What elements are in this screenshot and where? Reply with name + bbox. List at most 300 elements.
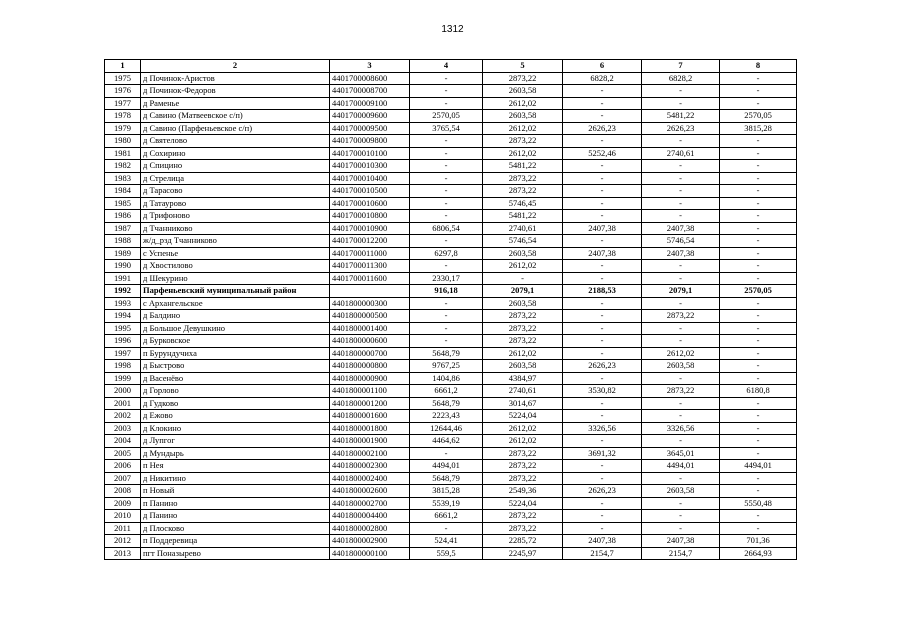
row-number: 1996 <box>105 335 141 348</box>
value-col-4: - <box>410 135 483 148</box>
table-row <box>105 335 797 348</box>
code: 4401700010900 <box>330 222 410 235</box>
table-row <box>105 460 797 473</box>
value-col-4: - <box>410 447 483 460</box>
value-col-8: - <box>720 372 797 385</box>
value-col-5: 2873,22 <box>483 447 563 460</box>
settlement-name: д Починок-Аристов <box>141 72 330 85</box>
code: 4401800000800 <box>330 360 410 373</box>
table-row <box>105 397 797 410</box>
settlement-name: д Сохирино <box>141 147 330 160</box>
value-col-4: - <box>410 210 483 223</box>
value-col-8: 3815,28 <box>720 122 797 135</box>
settlement-name: д Васенёво <box>141 372 330 385</box>
code: 4401700009800 <box>330 135 410 148</box>
value-col-6: - <box>563 110 642 123</box>
settlement-name: д Хвостилово <box>141 260 330 273</box>
value-col-8: - <box>720 147 797 160</box>
table-row <box>105 135 797 148</box>
settlement-name: д Плосково <box>141 522 330 535</box>
column-header: 2 <box>141 60 330 73</box>
settlement-name: п Нея <box>141 460 330 473</box>
code: 4401800001200 <box>330 397 410 410</box>
table-row <box>105 72 797 85</box>
value-col-5: 2873,22 <box>483 522 563 535</box>
value-col-4: - <box>410 185 483 198</box>
value-col-7: - <box>642 197 720 210</box>
settlement-name: п Новый <box>141 485 330 498</box>
value-col-5: 2873,22 <box>483 72 563 85</box>
value-col-8: - <box>720 335 797 348</box>
row-number: 1985 <box>105 197 141 210</box>
value-col-4: - <box>410 335 483 348</box>
value-col-4: - <box>410 197 483 210</box>
value-col-8: 2570,05 <box>720 285 797 298</box>
value-col-8: - <box>720 72 797 85</box>
value-col-7: 5481,22 <box>642 110 720 123</box>
code: 4401800004400 <box>330 510 410 523</box>
code: 4401800000100 <box>330 547 410 560</box>
value-col-7: - <box>642 372 720 385</box>
value-col-7: - <box>642 297 720 310</box>
value-col-5: 2549,36 <box>483 485 563 498</box>
settlement-name: д Раменье <box>141 97 330 110</box>
value-col-7: 3326,56 <box>642 422 720 435</box>
settlement-name: д Починок-Федоров <box>141 85 330 98</box>
code: 4401800000900 <box>330 372 410 385</box>
value-col-5: 2612,02 <box>483 147 563 160</box>
table-row <box>105 172 797 185</box>
value-col-4: 3765,54 <box>410 122 483 135</box>
settlement-name: д Балдино <box>141 310 330 323</box>
value-col-5: 2603,58 <box>483 360 563 373</box>
code: 4401800000600 <box>330 335 410 348</box>
value-col-7: - <box>642 135 720 148</box>
row-number: 1978 <box>105 110 141 123</box>
value-col-8: - <box>720 97 797 110</box>
value-col-6: 2626,23 <box>563 485 642 498</box>
value-col-5: 2603,58 <box>483 247 563 260</box>
settlement-name: д Клокино <box>141 422 330 435</box>
code: 4401700008700 <box>330 85 410 98</box>
value-col-5: 2612,02 <box>483 435 563 448</box>
value-col-8: - <box>720 447 797 460</box>
row-number: 2013 <box>105 547 141 560</box>
value-col-7: - <box>642 410 720 423</box>
value-col-6: - <box>563 135 642 148</box>
value-col-4: - <box>410 85 483 98</box>
table-row <box>105 322 797 335</box>
row-number: 1989 <box>105 247 141 260</box>
value-col-6: - <box>563 97 642 110</box>
row-number: 1993 <box>105 297 141 310</box>
table-row <box>105 347 797 360</box>
row-number: 2008 <box>105 485 141 498</box>
value-col-4: 4464,62 <box>410 435 483 448</box>
value-col-4: 2330,17 <box>410 272 483 285</box>
code: 4401800002300 <box>330 460 410 473</box>
value-col-8: - <box>720 160 797 173</box>
value-col-8: - <box>720 510 797 523</box>
table-row <box>105 147 797 160</box>
settlement-name: д Панино <box>141 510 330 523</box>
value-col-8: 4494,01 <box>720 460 797 473</box>
row-number: 1983 <box>105 172 141 185</box>
value-col-8: - <box>720 272 797 285</box>
row-number: 2012 <box>105 535 141 548</box>
value-col-5: 2873,22 <box>483 460 563 473</box>
value-col-7: 2603,58 <box>642 360 720 373</box>
row-number: 1987 <box>105 222 141 235</box>
value-col-7: 3645,01 <box>642 447 720 460</box>
table-row <box>105 410 797 423</box>
value-col-8: - <box>720 85 797 98</box>
value-col-8: 5550,48 <box>720 497 797 510</box>
table-row <box>105 85 797 98</box>
value-col-8: - <box>720 435 797 448</box>
table-row <box>105 497 797 510</box>
code: 4401800002600 <box>330 485 410 498</box>
table-row <box>105 210 797 223</box>
settlement-name: д Быстрово <box>141 360 330 373</box>
value-col-6: 2407,38 <box>563 247 642 260</box>
value-col-6: - <box>563 522 642 535</box>
settlement-name: с Архангельское <box>141 297 330 310</box>
value-col-7: 2407,38 <box>642 222 720 235</box>
code: 4401700010400 <box>330 172 410 185</box>
row-number: 1999 <box>105 372 141 385</box>
value-col-7: 2626,23 <box>642 122 720 135</box>
row-number: 1990 <box>105 260 141 273</box>
value-col-8: - <box>720 322 797 335</box>
value-col-5: 2873,22 <box>483 135 563 148</box>
value-col-5: 2873,22 <box>483 472 563 485</box>
value-col-4: 5648,79 <box>410 472 483 485</box>
value-col-8: - <box>720 360 797 373</box>
value-col-8: - <box>720 247 797 260</box>
value-col-5: 2612,02 <box>483 97 563 110</box>
value-col-6: - <box>563 172 642 185</box>
value-col-5: 2285,72 <box>483 535 563 548</box>
row-number: 1997 <box>105 347 141 360</box>
value-col-5: 2603,58 <box>483 110 563 123</box>
value-col-8: - <box>720 235 797 248</box>
value-col-4: 5648,79 <box>410 347 483 360</box>
row-number: 2007 <box>105 472 141 485</box>
value-col-7: - <box>642 522 720 535</box>
table-header-row <box>105 60 797 73</box>
value-col-8: - <box>720 260 797 273</box>
value-col-8: - <box>720 310 797 323</box>
column-header: 8 <box>720 60 797 73</box>
row-number: 2004 <box>105 435 141 448</box>
settlement-name: д Тчанниково <box>141 222 330 235</box>
value-col-8: 2664,93 <box>720 547 797 560</box>
table-row <box>105 485 797 498</box>
table-row <box>105 272 797 285</box>
row-number: 2009 <box>105 497 141 510</box>
code: 4401800002900 <box>330 535 410 548</box>
code: 4401800001100 <box>330 385 410 398</box>
value-col-7: - <box>642 397 720 410</box>
settlement-name: д Стрелица <box>141 172 330 185</box>
value-col-5: 5481,22 <box>483 160 563 173</box>
value-col-7: - <box>642 210 720 223</box>
settlement-name: п Панино <box>141 497 330 510</box>
value-col-5: 2612,02 <box>483 347 563 360</box>
value-col-6: - <box>563 297 642 310</box>
value-col-5: 3014,67 <box>483 397 563 410</box>
code: 4401800001400 <box>330 322 410 335</box>
value-col-7: - <box>642 185 720 198</box>
value-col-8: - <box>720 472 797 485</box>
value-col-6: - <box>563 460 642 473</box>
value-col-4: - <box>410 260 483 273</box>
value-col-5: 2603,58 <box>483 85 563 98</box>
value-col-6: 2626,23 <box>563 122 642 135</box>
value-col-4: 916,18 <box>410 285 483 298</box>
code: 4401700009100 <box>330 97 410 110</box>
table-row <box>105 247 797 260</box>
value-col-7: 2740,61 <box>642 147 720 160</box>
value-col-5: 2740,61 <box>483 385 563 398</box>
value-col-5: 5224,04 <box>483 410 563 423</box>
value-col-8: 6180,8 <box>720 385 797 398</box>
value-col-5: 2245,97 <box>483 547 563 560</box>
value-col-5: 5224,04 <box>483 497 563 510</box>
table-row <box>105 385 797 398</box>
value-col-4: 559,5 <box>410 547 483 560</box>
value-col-6: - <box>563 322 642 335</box>
value-col-8: 701,36 <box>720 535 797 548</box>
table-body <box>105 60 797 560</box>
table-row <box>105 297 797 310</box>
value-col-4: 3815,28 <box>410 485 483 498</box>
value-col-8: - <box>720 485 797 498</box>
value-col-5: 2873,22 <box>483 510 563 523</box>
settlement-name: д Татаурово <box>141 197 330 210</box>
value-col-6: - <box>563 497 642 510</box>
value-col-7: 6828,2 <box>642 72 720 85</box>
value-col-8: - <box>720 135 797 148</box>
code: 4401800002800 <box>330 522 410 535</box>
value-col-7: 2603,58 <box>642 485 720 498</box>
value-col-7: 2873,22 <box>642 385 720 398</box>
value-col-4: 6297,8 <box>410 247 483 260</box>
value-col-7: - <box>642 472 720 485</box>
table-row <box>105 472 797 485</box>
value-col-7: 2154,7 <box>642 547 720 560</box>
value-col-7: 2612,02 <box>642 347 720 360</box>
value-col-8: - <box>720 297 797 310</box>
value-col-6: 3326,56 <box>563 422 642 435</box>
table-row <box>105 97 797 110</box>
code: 4401800002100 <box>330 447 410 460</box>
settlement-name: д Спицино <box>141 160 330 173</box>
code: 4401800000700 <box>330 347 410 360</box>
value-col-5: 2612,02 <box>483 260 563 273</box>
value-col-7: 2873,22 <box>642 310 720 323</box>
column-header: 6 <box>563 60 642 73</box>
value-col-4: 9767,25 <box>410 360 483 373</box>
table-row <box>105 260 797 273</box>
row-number: 1992 <box>105 285 141 298</box>
page-number: 1312 <box>441 24 464 35</box>
value-col-5: 2612,02 <box>483 422 563 435</box>
code: 4401700008600 <box>330 72 410 85</box>
settlement-name: п Поддеревица <box>141 535 330 548</box>
value-col-6: - <box>563 197 642 210</box>
value-col-5: 2873,22 <box>483 335 563 348</box>
code: 4401700010100 <box>330 147 410 160</box>
value-col-8: - <box>720 522 797 535</box>
settlement-name: д Савино (Матвеевское с/п) <box>141 110 330 123</box>
row-number: 1994 <box>105 310 141 323</box>
value-col-6: - <box>563 210 642 223</box>
value-col-4: - <box>410 522 483 535</box>
settlement-name: ж/д_рзд Тчанниково <box>141 235 330 248</box>
value-col-4: 1404,86 <box>410 372 483 385</box>
value-col-5: 2079,1 <box>483 285 563 298</box>
value-col-4: - <box>410 147 483 160</box>
table-row <box>105 360 797 373</box>
value-col-6: 6828,2 <box>563 72 642 85</box>
row-number: 2001 <box>105 397 141 410</box>
settlement-name: пгт Поназырево <box>141 547 330 560</box>
row-number: 1986 <box>105 210 141 223</box>
value-col-4: - <box>410 160 483 173</box>
value-col-6: - <box>563 235 642 248</box>
settlement-name: д Лупгог <box>141 435 330 448</box>
value-col-4: - <box>410 72 483 85</box>
settlement-name: д Трифоново <box>141 210 330 223</box>
value-col-8: - <box>720 410 797 423</box>
value-col-7: - <box>642 160 720 173</box>
value-col-8: - <box>720 197 797 210</box>
code: 4401700009500 <box>330 122 410 135</box>
code: 4401800001800 <box>330 422 410 435</box>
value-col-8: - <box>720 422 797 435</box>
table-row <box>105 522 797 535</box>
value-col-6: - <box>563 372 642 385</box>
value-col-5: - <box>483 272 563 285</box>
code: 4401800002700 <box>330 497 410 510</box>
value-col-4: - <box>410 172 483 185</box>
value-col-4: 4494,01 <box>410 460 483 473</box>
settlement-name: Парфеньевский муниципальный район <box>141 285 330 298</box>
value-col-7: - <box>642 272 720 285</box>
value-col-4: - <box>410 297 483 310</box>
row-number: 2006 <box>105 460 141 473</box>
value-col-6: - <box>563 347 642 360</box>
value-col-5: 5746,45 <box>483 197 563 210</box>
value-col-4: - <box>410 310 483 323</box>
value-col-7: 2079,1 <box>642 285 720 298</box>
value-col-6: 3691,32 <box>563 447 642 460</box>
column-header: 3 <box>330 60 410 73</box>
settlement-name: д Мундырь <box>141 447 330 460</box>
value-col-7: - <box>642 322 720 335</box>
table-row <box>105 535 797 548</box>
code: 4401700010600 <box>330 197 410 210</box>
value-col-6: - <box>563 85 642 98</box>
value-col-4: - <box>410 97 483 110</box>
value-col-6: - <box>563 410 642 423</box>
code: 4401700012200 <box>330 235 410 248</box>
value-col-7: - <box>642 335 720 348</box>
row-number: 1975 <box>105 72 141 85</box>
table-row <box>105 185 797 198</box>
row-number: 1979 <box>105 122 141 135</box>
value-col-6: 2154,7 <box>563 547 642 560</box>
value-col-4: 524,41 <box>410 535 483 548</box>
value-col-5: 2873,22 <box>483 310 563 323</box>
value-col-8: - <box>720 397 797 410</box>
row-number: 1976 <box>105 85 141 98</box>
code: 4401700011300 <box>330 260 410 273</box>
code: 4401800001900 <box>330 435 410 448</box>
row-number: 1988 <box>105 235 141 248</box>
value-col-6: 5252,46 <box>563 147 642 160</box>
value-col-8: - <box>720 172 797 185</box>
value-col-7: 4494,01 <box>642 460 720 473</box>
value-col-6: 2407,38 <box>563 535 642 548</box>
code <box>330 285 410 298</box>
value-col-7: - <box>642 85 720 98</box>
value-col-6: - <box>563 160 642 173</box>
table-row <box>105 310 797 323</box>
value-col-4: - <box>410 322 483 335</box>
value-col-6: 2188,53 <box>563 285 642 298</box>
code: 4401800000500 <box>330 310 410 323</box>
row-number: 1977 <box>105 97 141 110</box>
row-number: 1984 <box>105 185 141 198</box>
value-col-7: 5746,54 <box>642 235 720 248</box>
value-col-5: 2873,22 <box>483 172 563 185</box>
value-col-7: - <box>642 260 720 273</box>
value-col-4: 5539,19 <box>410 497 483 510</box>
code: 4401700010500 <box>330 185 410 198</box>
value-col-5: 2873,22 <box>483 322 563 335</box>
settlement-name: д Горлово <box>141 385 330 398</box>
column-header: 1 <box>105 60 141 73</box>
value-col-8: - <box>720 210 797 223</box>
value-col-5: 4384,97 <box>483 372 563 385</box>
table-row <box>105 235 797 248</box>
value-col-7: - <box>642 97 720 110</box>
value-col-5: 2740,61 <box>483 222 563 235</box>
value-col-4: 2223,43 <box>410 410 483 423</box>
settlement-name: с Успенье <box>141 247 330 260</box>
code: 4401800001600 <box>330 410 410 423</box>
row-number: 2010 <box>105 510 141 523</box>
code: 4401700009600 <box>330 110 410 123</box>
value-col-8: - <box>720 222 797 235</box>
column-header: 4 <box>410 60 483 73</box>
value-col-6: - <box>563 397 642 410</box>
value-col-4: 6661,2 <box>410 510 483 523</box>
row-number: 1980 <box>105 135 141 148</box>
value-col-6: 2407,38 <box>563 222 642 235</box>
value-col-6: - <box>563 472 642 485</box>
settlement-name: д Никитино <box>141 472 330 485</box>
code: 4401800000300 <box>330 297 410 310</box>
value-col-6: - <box>563 435 642 448</box>
table-row <box>105 285 797 298</box>
value-col-4: - <box>410 235 483 248</box>
table-row <box>105 110 797 123</box>
row-number: 1982 <box>105 160 141 173</box>
